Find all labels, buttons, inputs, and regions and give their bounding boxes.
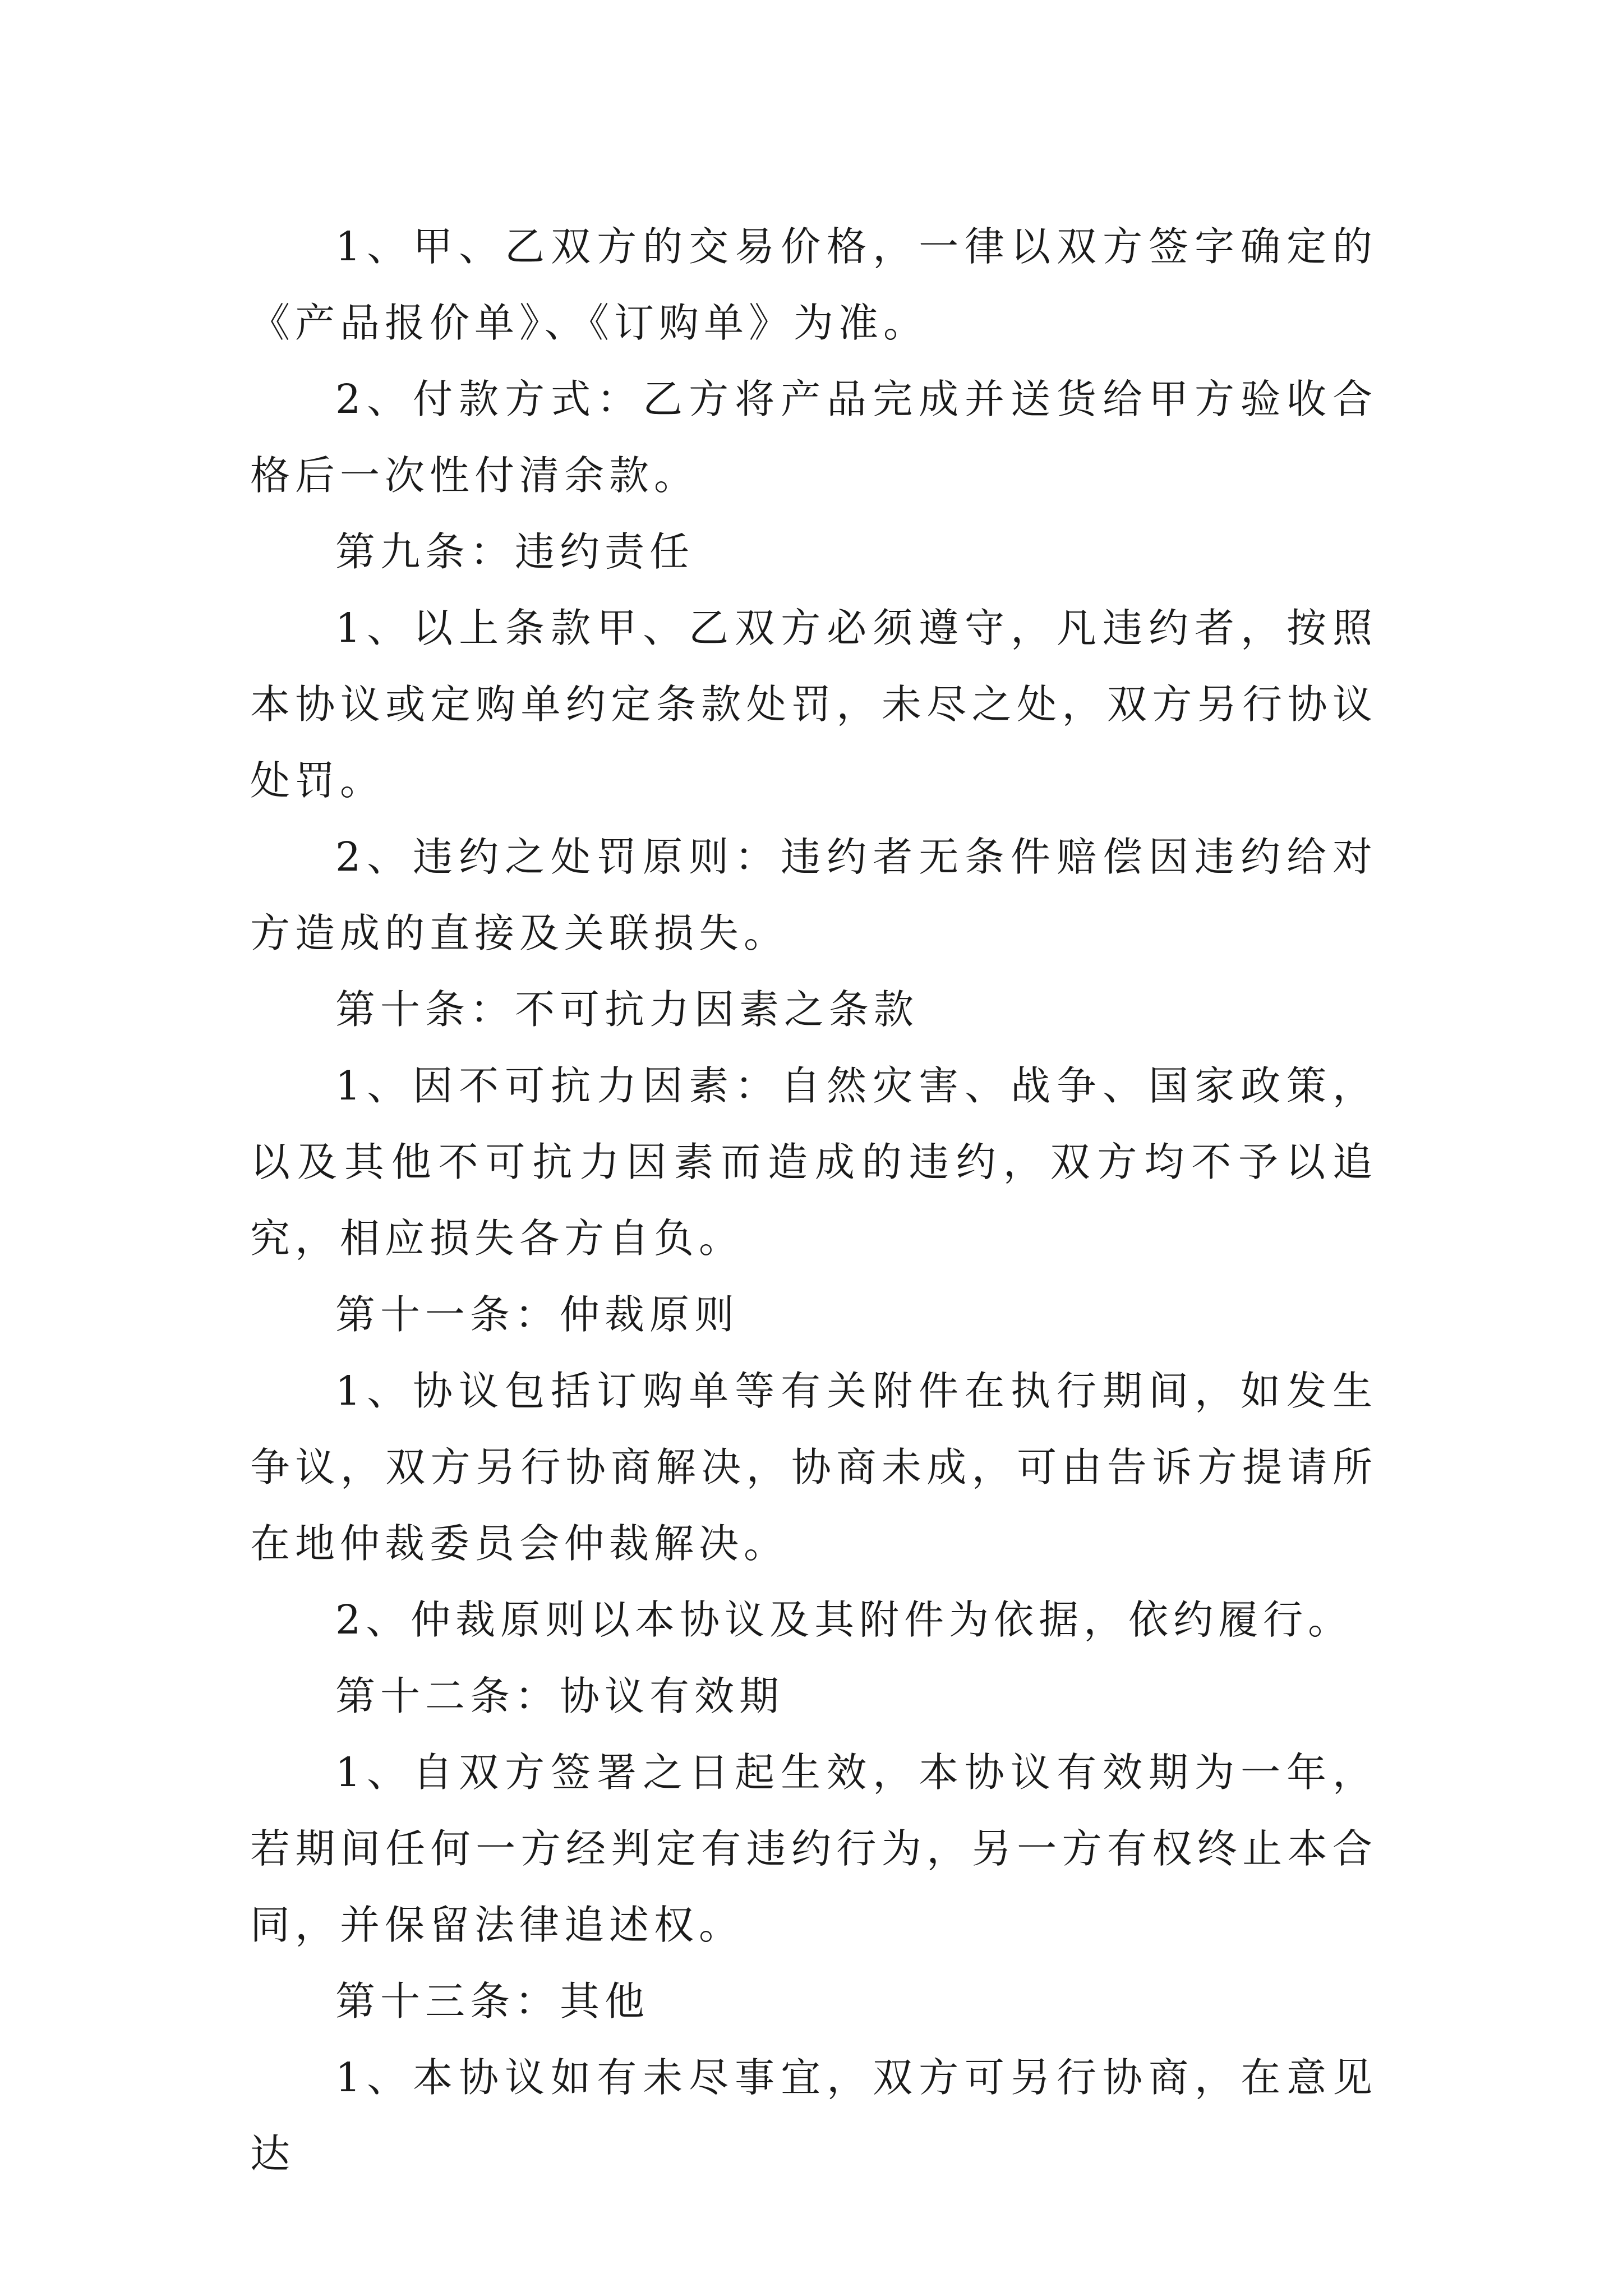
- article-11-heading: 第十一条：仲裁原则: [335, 1291, 740, 1338]
- clause-9-item-2: 2、违约之处罚原则：违约者无条件赔偿因违约给对方造成的直接及关联损失。: [250, 834, 1377, 956]
- clause-8-item-2: 2、付款方式：乙方将产品完成并送货给甲方验收合格后一次性付清余款。: [250, 376, 1377, 499]
- clause-11-item-1: 1、协议包括订购单等有关附件在执行期间，如发生争议，双方另行协商解决，协商未成，可由告诉方提请所在地仲裁委员会仲裁解决。: [250, 1368, 1377, 1567]
- clause-12-item-1: 1、自双方签署之日起生效，本协议有效期为一年，若期间任何一方经判定有违约行为，另一方有权终止本合同，并保留法律追述权。: [250, 1749, 1377, 1948]
- article-10-heading: 第十条：不可抗力因素之条款: [335, 986, 919, 1033]
- clause-9-item-1: 1、以上条款甲、乙双方必须遵守，凡违约者，按照本协议或定购单约定条款处罚，未尽之处，双方另行协议处罚。: [250, 605, 1377, 804]
- article-9-heading: 第九条：违约责任: [335, 528, 695, 575]
- clause-8-item-1: 1、甲、乙双方的交易价格，一律以双方签字确定的《产品报价单》、《订购单》为准。: [250, 223, 1377, 346]
- document-body: [250, 209, 1377, 2192]
- clause-13-item-1: 1、本协议如有未尽事宜，双方可另行协商，在意见达: [250, 2054, 1377, 2177]
- clause-10-item-1: 1、因不可抗力因素：自然灾害、战争、国家政策，以及其他不可抗力因素而造成的违约，双方均不予以追究，相应损失各方自负。: [250, 1062, 1377, 1262]
- article-13-heading: 第十三条：其他: [335, 1978, 650, 2024]
- article-12-heading: 第十二条：协议有效期: [335, 1673, 785, 1719]
- clause-11-item-2: 2、仲裁原则以本协议及其附件为依据，依约履行。: [335, 1596, 1353, 1643]
